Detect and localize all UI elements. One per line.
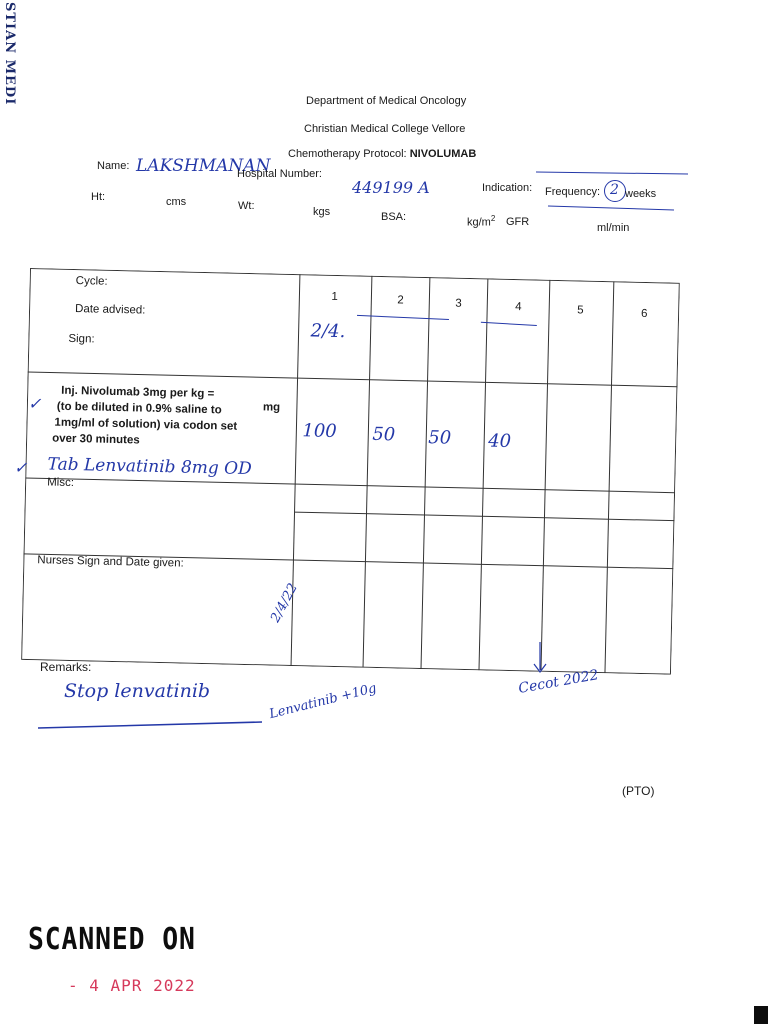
bsa-unit-text: kg/m — [467, 216, 491, 229]
remarks-handwritten: Stop lenvatinib — [64, 680, 211, 702]
cycle-3: 3 — [455, 297, 462, 310]
remarks-underline — [36, 718, 266, 732]
protocol-label: Chemotherapy Protocol: — [288, 148, 407, 160]
frequency-label: Frequency: — [545, 186, 601, 198]
protocol-table — [21, 268, 680, 675]
drug-line-3: 1mg/ml of solution) via codon set — [54, 416, 238, 433]
name-label: Name: — [97, 160, 130, 172]
wt-unit: kgs — [313, 206, 331, 218]
remarks-note: Lenvatinib +10g — [267, 680, 379, 723]
drug-line-4: over 30 minutes — [52, 432, 140, 447]
name-value: LAKSHMANAN — [136, 156, 271, 176]
hospital-number-label: Hospital Number: — [237, 168, 322, 180]
frequency-unit: weeks — [625, 188, 657, 200]
date-advised-label: Date advised: — [74, 303, 146, 317]
cycle-1: 1 — [331, 290, 338, 303]
frequency-value: 2 — [610, 182, 619, 198]
ht-label: Ht: — [91, 191, 106, 203]
bsa-unit-sup: 2 — [490, 214, 496, 223]
protocol-name: NIVOLUMAB — [409, 148, 477, 160]
drug-line-2: (to be diluted in 0.9% saline to — [56, 400, 222, 417]
drug-unit: mg — [262, 401, 281, 414]
nurses-sign-label: Nurses Sign and Date given: — [37, 554, 184, 570]
sign-label: Sign: — [68, 332, 95, 346]
bsa-label: BSA: — [381, 211, 407, 223]
college-title: Christian Medical College Vellore — [304, 123, 466, 135]
cycle-6: 6 — [640, 307, 648, 321]
drug-line-1: Inj. Nivolumab 3mg per kg = — [61, 384, 215, 401]
nurse-entry: 2/4/22 — [268, 581, 301, 626]
dose-cycle-2: 50 — [372, 423, 396, 446]
header-ink-marks — [0, 0, 768, 260]
dose-cycle-1: 100 — [302, 420, 337, 442]
dose-cycle-3: 50 — [428, 427, 452, 449]
margin-text: STIAN MEDI — [2, 2, 17, 106]
signature-note: Cecot 2022 — [517, 667, 600, 697]
cycle-5: 5 — [577, 304, 584, 317]
gfr-unit: ml/min — [597, 222, 630, 234]
cycle-label: Cycle: — [75, 275, 108, 288]
check-mark-1: ✓ — [28, 394, 42, 413]
date-entry-cycle-1: 2/4. — [310, 320, 346, 343]
indication-label: Indication: — [482, 182, 533, 194]
gfr-label: GFR — [506, 216, 530, 228]
department-title: Department of Medical Oncology — [306, 95, 467, 107]
hospital-number-value: 449199 A — [352, 178, 430, 197]
corner-mark — [754, 1006, 768, 1024]
remarks-label: Remarks: — [40, 660, 92, 674]
scanned-stamp-title: SCANNED ON — [28, 922, 196, 957]
scanned-stamp-date: - 4 APR 2022 — [68, 976, 196, 995]
cycle-2: 2 — [397, 294, 404, 307]
wt-label: Wt: — [238, 200, 255, 212]
misc-label: Misc: — [47, 476, 75, 490]
arrow-mark — [526, 640, 556, 680]
pto-label: (PTO) — [622, 784, 655, 798]
ht-unit: cms — [166, 196, 187, 208]
dose-cycle-4: 40 — [487, 430, 512, 452]
check-mark-2: ✓ — [14, 458, 28, 477]
added-drug-entry: Tab Lenvatinib 8mg OD — [47, 454, 252, 480]
cycle-4: 4 — [515, 301, 522, 314]
